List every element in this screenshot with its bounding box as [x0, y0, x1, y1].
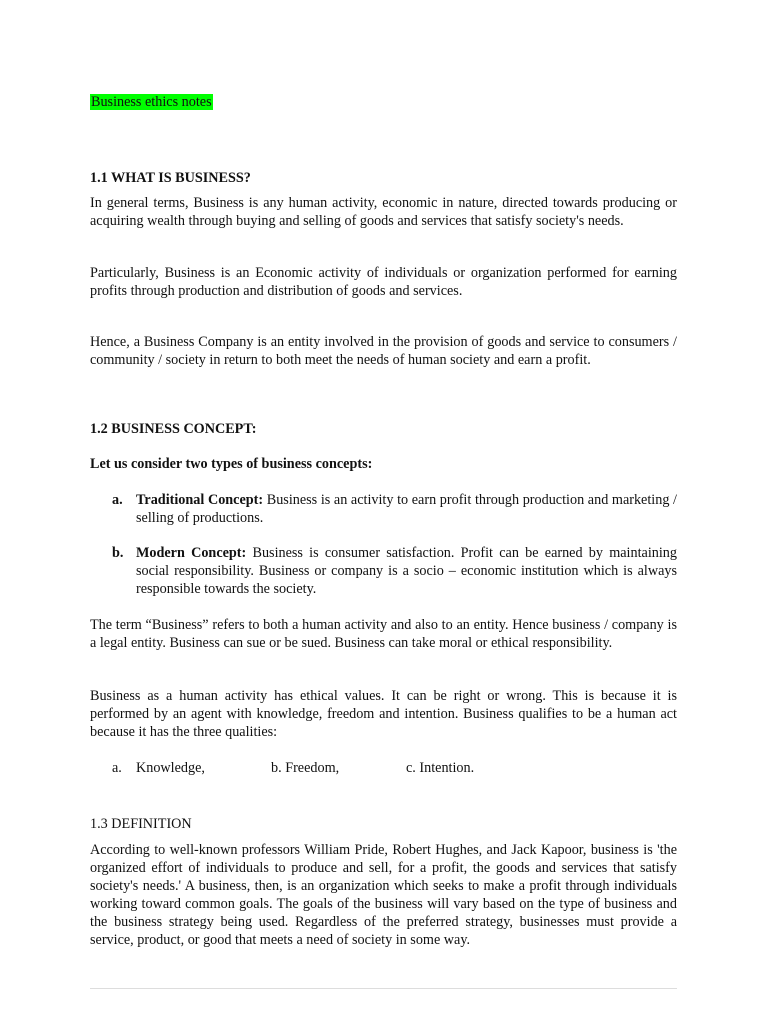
- list-item-text: [136, 491, 677, 527]
- section-1-heading-wrap: [90, 169, 677, 187]
- quality-intention: c. Intention.: [406, 760, 475, 776]
- quality-a-marker: a.: [112, 760, 122, 776]
- section-1-heading: 1.1 WHAT IS BUSINESS?: [90, 170, 251, 186]
- list-item-term: Modern Concept:: [136, 545, 247, 561]
- section-3-paragraph-1: According to well-known professors William Pride, Robert Hughes, and Jack Kapoor, business is 'the organized effort of individuals to produce and sell, for a profit, the goods and services that satisfy society's needs.' A business, then, is an organization which seeks to make a profit through individuals working toward common goals. The goals of the business will vary based on the type of business and the business strategy being used. Regardless of the preferred strategy, businesses must provide a service, product, or good that meets a need of society in some way.: [90, 842, 677, 948]
- section-1-paragraph-1: In general terms, Business is any human activity, economic in nature, directed towards producing or acquiring wealth through buying and selling of goods and services that satisfy society's needs.: [90, 195, 677, 229]
- qualities-list: [90, 759, 677, 777]
- list-marker: b.: [112, 545, 124, 561]
- section-1-paragraph-2: Particularly, Business is an Economic activity of individuals or organization performed for earning profits through production and distribution of goods and services.: [90, 265, 677, 299]
- section-3-paragraph-1-wrap: [90, 841, 677, 949]
- list-item-text: [136, 544, 677, 598]
- section-3-heading: 1.3 DEFINITION: [90, 816, 192, 832]
- section-2-heading-wrap: [90, 420, 677, 438]
- list-item: [90, 491, 677, 527]
- section-2-intro-wrap: [90, 455, 677, 473]
- section-1-paragraph-3: Hence, a Business Company is an entity involved in the provision of goods and service to consumers / community / society in return to both meet the needs of human society and earn a profit.: [90, 334, 677, 368]
- quality-knowledge: Knowledge,: [136, 760, 205, 776]
- page-bottom-divider: [90, 988, 677, 989]
- document-title: Business ethics notes: [91, 94, 212, 110]
- section-1-paragraph-2-wrap: [90, 264, 677, 300]
- list-item-description: Business is an activity to earn profit through production and marketing / selling of productions.: [136, 492, 677, 526]
- section-2-paragraph-2: Business as a human activity has ethical values. It can be right or wrong. This is because it is performed by an agent with knowledge, freedom and intention. Business qualifies to be a human act because it has the three qualities:: [90, 688, 677, 740]
- list-item-description: Business is consumer satisfaction. Profit can be earned by maintaining social responsibility. Business or company is a socio – economic institution which is always responsible towards the society.: [136, 545, 677, 597]
- list-item: [90, 544, 677, 598]
- document-title-line: [90, 93, 213, 111]
- section-2-paragraph-2-wrap: [90, 687, 677, 741]
- section-2-intro: Let us consider two types of business concepts:: [90, 456, 373, 472]
- section-2-paragraph-1: The term “Business” refers to both a human activity and also to an entity. Hence business / company is a legal entity. Business can sue or be sued. Business can take moral or ethical responsibility.: [90, 617, 677, 651]
- section-1-paragraph-1-wrap: [90, 194, 677, 230]
- section-2-paragraph-1-wrap: [90, 616, 677, 652]
- quality-freedom: b. Freedom,: [271, 760, 340, 776]
- list-item-term: Traditional Concept:: [136, 492, 264, 508]
- list-marker: a.: [112, 492, 123, 508]
- section-3-heading-wrap: [90, 815, 677, 833]
- section-1-paragraph-3-wrap: [90, 333, 677, 369]
- section-2-heading: 1.2 BUSINESS CONCEPT:: [90, 421, 257, 437]
